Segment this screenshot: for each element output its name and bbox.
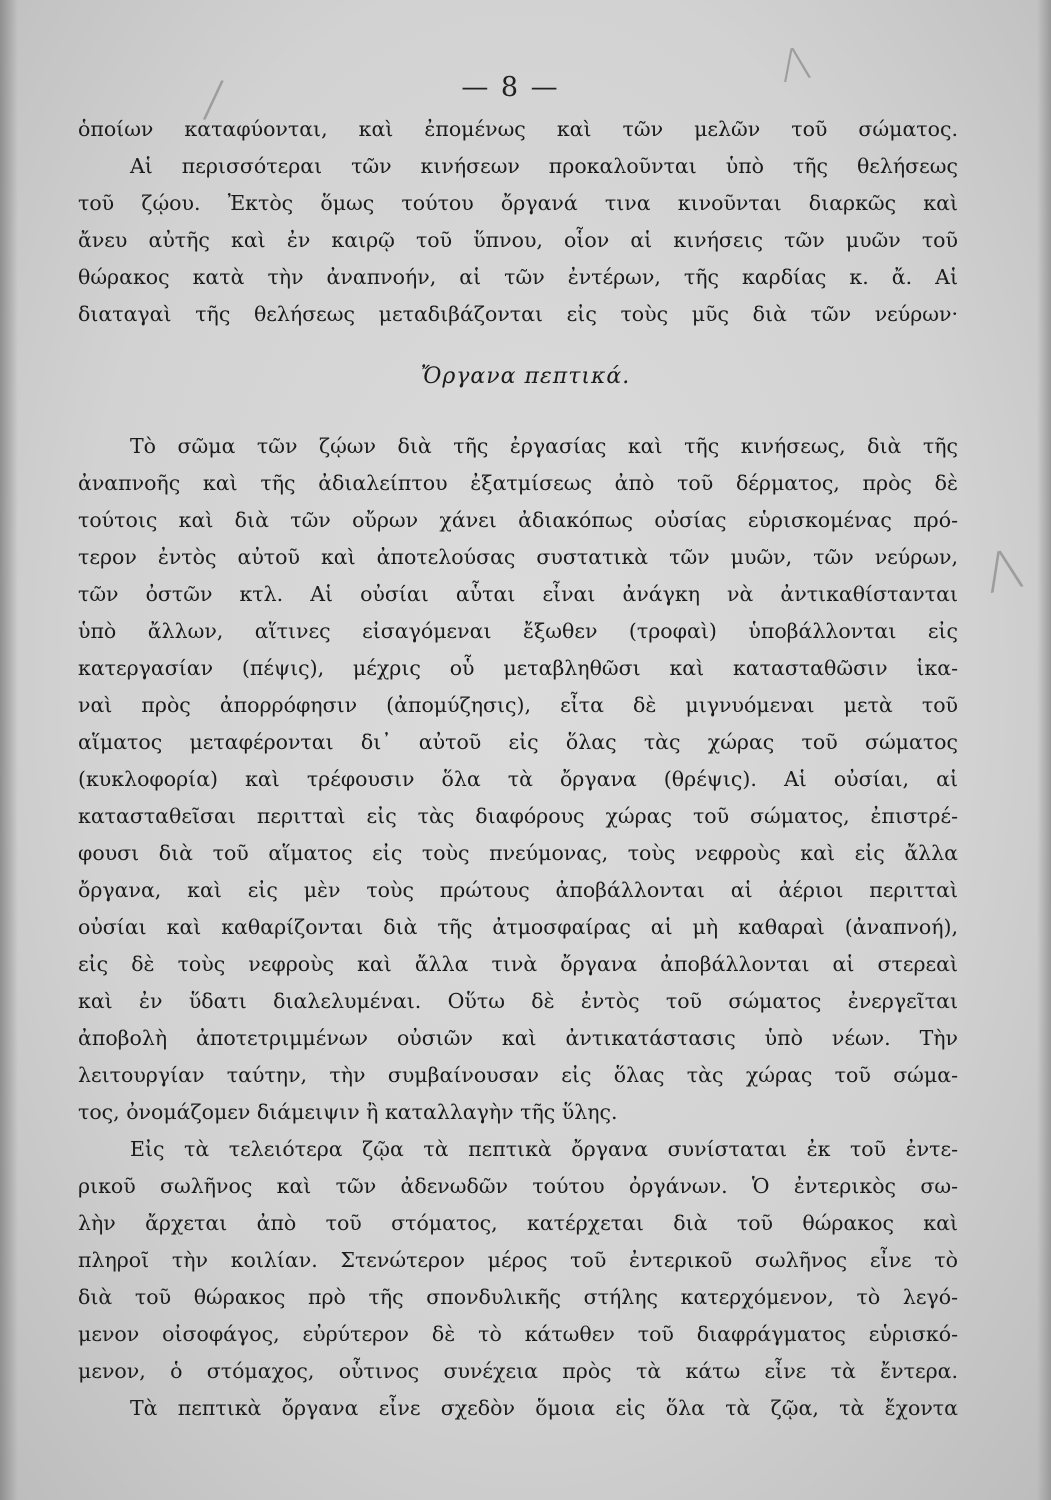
page-edge-shadow-left	[0, 0, 18, 1500]
pencil-mark: Λ	[978, 536, 1029, 607]
text-line: εἰς δὲ τοὺς νεφροὺς καὶ ἄλλα τινὰ ὄργανα ἀποβάλλονται αἱ στερεαὶ	[78, 952, 958, 976]
page-edge-shadow-right	[1037, 0, 1051, 1500]
text-line: τῶν ὀστῶν κτλ. Αἱ οὐσίαι αὗται εἶναι ἀνάγκη νὰ ἀντικαθίστανται	[78, 582, 958, 606]
text-line: (κυκλοφορία) καὶ τρέφουσιν ὅλα τὰ ὄργανα (θρέψις). Αἱ οὐσίαι, αἱ	[78, 767, 958, 791]
text-line: θώρακος κατὰ τὴν ἀναπνοήν, αἱ τῶν ἐντέρων, τῆς καρδίας κ. ἄ. Αἱ	[78, 265, 958, 289]
section-heading: Ὄργανα πεπτικά.	[420, 364, 631, 389]
paragraph-continuation	[78, 111, 958, 333]
text-line: τος, ὀνομάζομεν διάμειψιν ἢ καταλλαγὴν τῆς ὕλης.	[78, 1100, 618, 1124]
text-line: διὰ τοῦ θώρακος πρὸ τῆς σπονδυλικῆς στήλης κατερχόμενον, τὸ λεγό-	[78, 1285, 958, 1309]
text-line: Τὸ σῶμα τῶν ζῴων διὰ τῆς ἐργασίας καὶ τῆς κινήσεως, διὰ τῆς	[130, 434, 958, 458]
text-line: ὑπὸ ἄλλων, αἵτινες εἰσαγόμεναι ἔξωθεν (τροφαὶ) ὑποβάλλονται εἰς	[78, 619, 958, 643]
text-line: τερον ἐντὸς αὐτοῦ καὶ ἀποτελούσας συστατικὰ τῶν μυῶν, τῶν νεύρων,	[78, 545, 958, 569]
text-line: ὄργανα, καὶ εἰς μὲν τοὺς πρώτους ἀποβάλλονται αἱ ἀέριοι περιτταὶ	[78, 878, 958, 902]
text-line: μενον, ὁ στόμαχος, οὗτινος συνέχεια πρὸς τὰ κάτω εἶνε τὰ ἔντερα.	[78, 1359, 958, 1383]
text-line: τούτοις καὶ διὰ τῶν οὔρων χάνει ἀδιακόπως οὐσίας εὑρισκομένας πρό-	[78, 508, 958, 532]
pencil-mark: Λ	[775, 37, 815, 94]
text-line: Τὰ πεπτικὰ ὄργανα εἶνε σχεδὸν ὅμοια εἰς ὅλα τὰ ζῷα, τὰ ἔχοντα	[130, 1396, 958, 1420]
text-line: ἀναπνοῆς καὶ τῆς ἀδιαλείπτου ἐξατμίσεως ἀπὸ τοῦ δέρματος, πρὸς δὲ	[78, 471, 958, 495]
text-line: ἄνευ αὐτῆς καὶ ἐν καιρῷ τοῦ ὕπνου, οἷον αἱ κινήσεις τῶν μυῶν τοῦ	[78, 228, 958, 252]
text-line: κατεργασίαν (πέψις), μέχρις οὗ μεταβληθῶσι καὶ κατασταθῶσιν ἱκα-	[78, 656, 958, 680]
text-line: τοῦ ζῴου. Ἐκτὸς ὅμως τούτου ὄργανά τινα κινοῦνται διαρκῶς καὶ	[78, 191, 958, 215]
text-line: λειτουργίαν ταύτην, τὴν συμβαίνουσαν εἰς ὅλας τὰς χώρας τοῦ σώμα-	[78, 1063, 958, 1087]
text-line: καὶ ἐν ὕδατι διαλελυμέναι. Οὕτω δὲ ἐντὸς τοῦ σώματος ἐνεργεῖται	[78, 989, 958, 1013]
text-line: οὐσίαι καὶ καθαρίζονται διὰ τῆς ἀτμοσφαίρας αἱ μὴ καθαραὶ (ἀναπνοή),	[78, 915, 958, 939]
text-line: κατασταθεῖσαι περιτταὶ εἰς τὰς διαφόρους χώρας τοῦ σώματος, ἐπιστρέ-	[78, 804, 958, 828]
page-number: — 8 —	[461, 72, 560, 103]
pencil-mark: /	[201, 69, 226, 129]
text-line: Αἱ περισσότεραι τῶν κινήσεων προκαλοῦνται ὑπὸ τῆς θελήσεως	[130, 154, 958, 178]
text-line: αἵματος μεταφέρονται δι᾽ αὐτοῦ εἰς ὅλας τὰς χώρας τοῦ σώματος	[78, 730, 958, 754]
text-line: πληροῖ τὴν κοιλίαν. Στενώτερον μέρος τοῦ ἐντερικοῦ σωλῆνος εἶνε τὸ	[78, 1248, 958, 1272]
text-line: ναὶ πρὸς ἀπορρόφησιν (ἀπομύζησις), εἶτα δὲ μιγνυόμεναι μετὰ τοῦ	[78, 693, 958, 717]
text-line: ἀποβολὴ ἀποτετριμμένων οὐσιῶν καὶ ἀντικατάστασις ὑπὸ νέων. Τὴν	[78, 1026, 958, 1050]
text-line: διαταγαὶ τῆς θελήσεως μεταδιβάζονται εἰς τοὺς μῦς διὰ τῶν νεύρων·	[78, 302, 958, 326]
text-line: Εἰς τὰ τελειότερα ζῷα τὰ πεπτικὰ ὄργανα συνίσταται ἐκ τοῦ ἐντε-	[130, 1137, 958, 1161]
text-line: ὁποίων καταφύονται, καὶ ἐπομένως καὶ τῶν μελῶν τοῦ σώματος.	[78, 117, 958, 141]
text-line: λὴν ἄρχεται ἀπὸ τοῦ στόματος, κατέρχεται διὰ τοῦ θώρακος καὶ	[78, 1211, 958, 1235]
text-line: φουσι διὰ τοῦ αἵματος εἰς τοὺς πνεύμονας, τοὺς νεφροὺς καὶ εἰς ἄλλα	[78, 841, 958, 865]
body-text	[78, 428, 958, 1427]
text-line: ρικοῦ σωλῆνος καὶ τῶν ἀδενωδῶν τούτου ὀργάνων. Ὁ ἐντερικὸς σω-	[78, 1174, 958, 1198]
text-line: μενον οἰσοφάγος, εὐρύτερον δὲ τὸ κάτωθεν τοῦ διαφράγματος εὑρισκό-	[78, 1322, 958, 1346]
